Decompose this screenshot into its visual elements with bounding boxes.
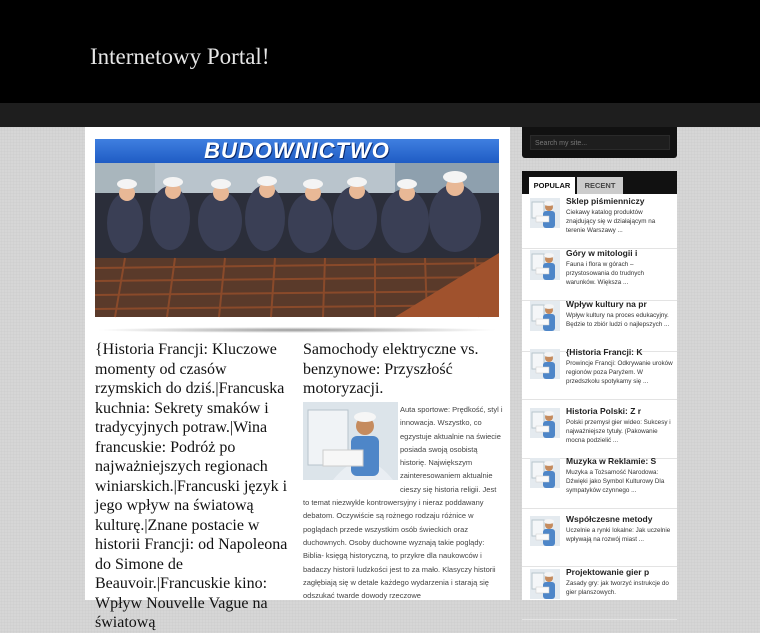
engineer-image-icon	[303, 402, 398, 480]
list-item-title[interactable]: Projektowanie gier p	[566, 567, 650, 577]
list-item-title[interactable]: {Historia Francji: K	[566, 347, 643, 357]
list-item-title[interactable]: Współczesne metody	[566, 514, 653, 524]
list-item-excerpt: Uczelnie a rynki lokalne: Jak uczelnie wpływają na rozwój miast ...	[566, 527, 671, 543]
sidebar-tabs	[522, 171, 677, 194]
sidebar-search-box	[522, 127, 677, 158]
list-item-excerpt: Prowincje Francji: Odkrywanie uroków regionów poza Paryżem. W przedszkolu spotykamy się ...	[566, 360, 673, 385]
featured-banner[interactable]	[95, 139, 499, 317]
post-thumbnail-icon[interactable]	[530, 516, 560, 546]
post-thumbnail-icon[interactable]	[530, 569, 560, 599]
list-item-excerpt: Wpływ kultury na proces edukacyjny. Będzie to zbiór ludzi o najlepszych ...	[566, 312, 670, 328]
construction-workers-photo	[95, 163, 499, 317]
site-header	[0, 0, 760, 103]
tab-popular[interactable]: POPULAR	[529, 177, 575, 194]
list-item-title[interactable]: Historia Polski: Z r	[566, 406, 642, 416]
list-item-title[interactable]: Muzyka w Reklamie: S	[566, 456, 657, 466]
list-item-title[interactable]: Sklep piśmienniczy	[566, 196, 645, 206]
list-item-title[interactable]: Wpływ kultury na pr	[566, 299, 647, 309]
post-thumbnail-icon[interactable]	[530, 349, 560, 379]
list-item-excerpt: Polski przemysł gier wideo: Sukcesy i najważniejsze tytuły. (Pakowanie mocna podzielić ...	[566, 419, 671, 444]
post-title-francja[interactable]: {Historia Francji: Kluczowe momenty od czasów rzymskich do dziś.|Francuska kuchnia: Sekrety smaków i tradycyjnych potraw.|Wina francuskie: Podróż po najważniejszych regionach winiarskich.|Francuski język i jego wpływ na światową kulturę.|Znane postacie w historii Francji: od Napoleona do Simone de Beauvoir.|Francuskie kino: Wpływ Nouvelle Vague na światową	[95, 341, 288, 631]
popular-posts-list	[522, 194, 677, 600]
header-strip	[0, 103, 760, 127]
post-thumbnail-icon[interactable]	[530, 458, 560, 488]
list-item[interactable]	[522, 196, 677, 249]
list-item[interactable]	[522, 248, 677, 301]
post-excerpt-text: Auta sportowe: Prędkość, styl i innowacja. Wszystko, co egzystuje aktualnie na świecie posiada swoją osobistą historię. Największym zainteresowaniem aktualnie cieszy się historia religii. Jest to temat niezwykle kontrowersyjny i nieraz poddawany debatom. Oczywiście są rożnego rodzaju różnice w poglądach przede wszystkim osób świeckich oraz duchownych. Osoby duchowne wyznają takie poglądy: Biblia- księgą historyczną, to przykre dla naukowców i badaczy historii ludzkości jest to za mało. Klasyczy historii zagłębiają się w detale każdego wydarzenia i starają się odszukać twarde dowody rzeczowe	[303, 405, 503, 601]
list-item[interactable]	[522, 514, 677, 567]
post-thumbnail-icon[interactable]	[530, 250, 560, 280]
post-thumbnail-icon[interactable]	[530, 301, 560, 331]
list-item[interactable]	[522, 456, 677, 509]
list-item[interactable]	[522, 299, 677, 352]
list-item-excerpt: Ciekawy katalog produktów znajdujący się w działającym na terenie Warszawy ...	[566, 209, 656, 234]
post-title-samochody[interactable]: Samochody elektryczne vs. benzynowe: Przyszłość motoryzacji.	[303, 341, 479, 397]
list-item[interactable]	[522, 347, 677, 400]
tab-recent[interactable]: RECENT	[577, 177, 623, 194]
post-thumbnail-icon[interactable]	[530, 198, 560, 228]
search-input[interactable]: Search my site...	[530, 135, 670, 150]
main-content	[85, 127, 510, 631]
site-title[interactable]: Internetowy Portal!	[90, 44, 270, 69]
list-item-excerpt: Fauna i flora w górach – przystosowania do trudnych warunków. Większa ...	[566, 261, 645, 286]
list-item[interactable]	[522, 567, 677, 620]
banner-shadow	[95, 327, 499, 333]
engineer-thumbnail[interactable]	[303, 402, 398, 480]
list-item-excerpt: Muzyka a Tożsamość Narodowa: Dźwięki jako Symbol Kulturowy Dla sympatyków czynnego ...	[566, 469, 665, 494]
post-thumbnail-icon[interactable]	[530, 408, 560, 438]
banner-title: BUDOWNICTWO	[95, 139, 499, 163]
list-item[interactable]	[522, 406, 677, 459]
list-item-title[interactable]: Góry w mitologii i	[566, 248, 638, 258]
list-item-excerpt: Zasady gry: jak tworzyć instrukcje do gier planszowych.	[566, 580, 669, 596]
